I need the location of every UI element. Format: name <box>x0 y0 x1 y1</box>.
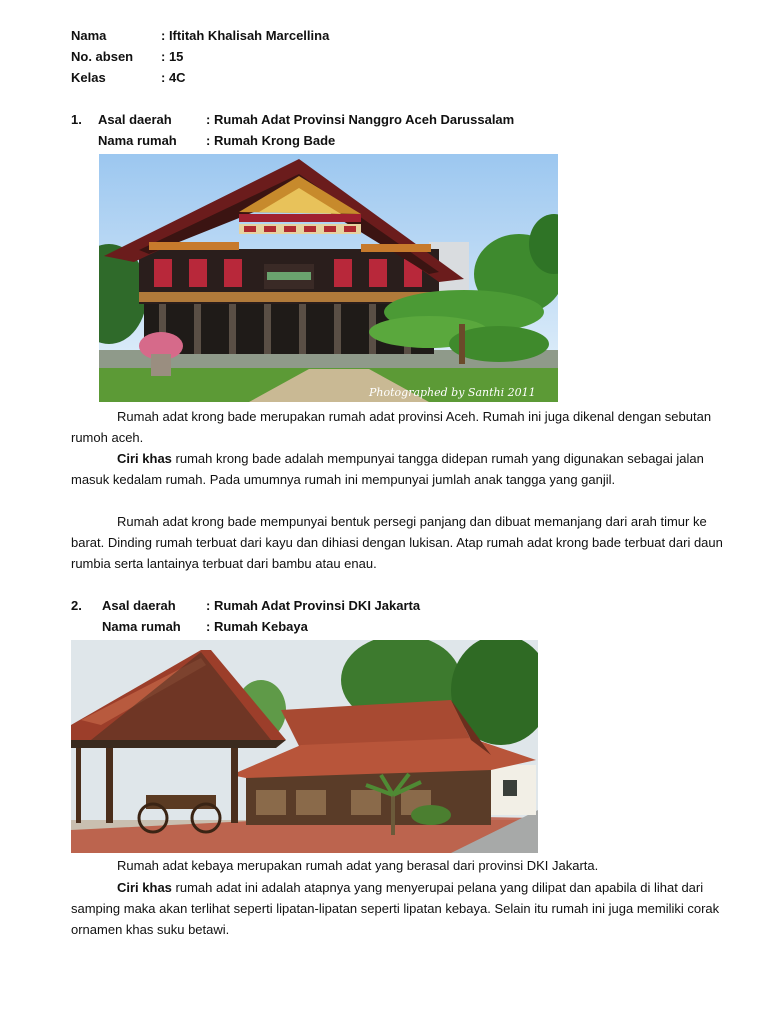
section2-number: 2. <box>71 598 82 613</box>
photo-credit: Photographed by Santhi 2011 <box>369 386 536 399</box>
section1-paragraph-2 <box>71 448 731 490</box>
section1-ciri-text: rumah krong bade adalah mempunyai tangga didepan rumah yang digunakan sebagai jalan masuk kedalam rumah. Pada umumnya rumah ini mempunyai jumlah anak tangga yang ganjil. <box>71 451 704 487</box>
kebaya-photo <box>71 640 538 853</box>
section2-asal-label: Asal daerah <box>102 598 176 613</box>
kelas-value: : 4C <box>161 70 186 85</box>
section2-asal-value: : Rumah Adat Provinsi DKI Jakarta <box>206 598 421 613</box>
section2-paragraph-2 <box>71 877 731 940</box>
section2-ciri-text: rumah adat ini adalah atapnya yang menyerupai pelana yang dilipat dan apabila di lihat dari samping maka akan terlihat seperti lipatan-lipatan seperti lipatan kebaya. Selain itu rumah ini juga memiliki corak ornamen khas suku betawi. <box>71 880 720 937</box>
section2-ciri-label: Ciri khas <box>117 880 172 895</box>
section1-nama-value: : Rumah Krong Bade <box>206 133 336 148</box>
nama-value: : Iftitah Khalisah Marcellina <box>161 28 330 43</box>
section1-ciri-label: Ciri khas <box>117 451 172 466</box>
section1-paragraph-3: Rumah adat krong bade mempunyai bentuk persegi panjang dan dibuat memanjang dari arah timur ke barat. Dinding rumah terbuat dari kayu dan dihiasi dengan lukisan. Atap rumah adat krong bade terbuat dari daun rumbia serta lantainya terbuat dari bambu atau enau. <box>71 514 723 571</box>
section1-asal-value: : Rumah Adat Provinsi Nanggro Aceh Darussalam <box>206 112 515 127</box>
section2-nama-value: : Rumah Kebaya <box>206 619 308 634</box>
nama-label: Nama <box>71 28 107 43</box>
section2-paragraph-1: Rumah adat kebaya merupakan rumah adat yang berasal dari provinsi DKI Jakarta. <box>117 858 599 873</box>
section1-paragraph-1: Rumah adat krong bade merupakan rumah adat provinsi Aceh. Rumah ini juga dikenal dengan sebutan rumoh aceh. <box>71 409 712 445</box>
section1-asal-label: Asal daerah <box>98 112 172 127</box>
section1-nama-label: Nama rumah <box>98 133 177 148</box>
section1-number: 1. <box>71 112 82 127</box>
section2-nama-label: Nama rumah <box>102 619 181 634</box>
krong-bade-photo <box>99 154 558 402</box>
absen-value: : 15 <box>161 49 184 64</box>
kelas-label: Kelas <box>71 70 106 85</box>
absen-label: No. absen <box>71 49 134 64</box>
